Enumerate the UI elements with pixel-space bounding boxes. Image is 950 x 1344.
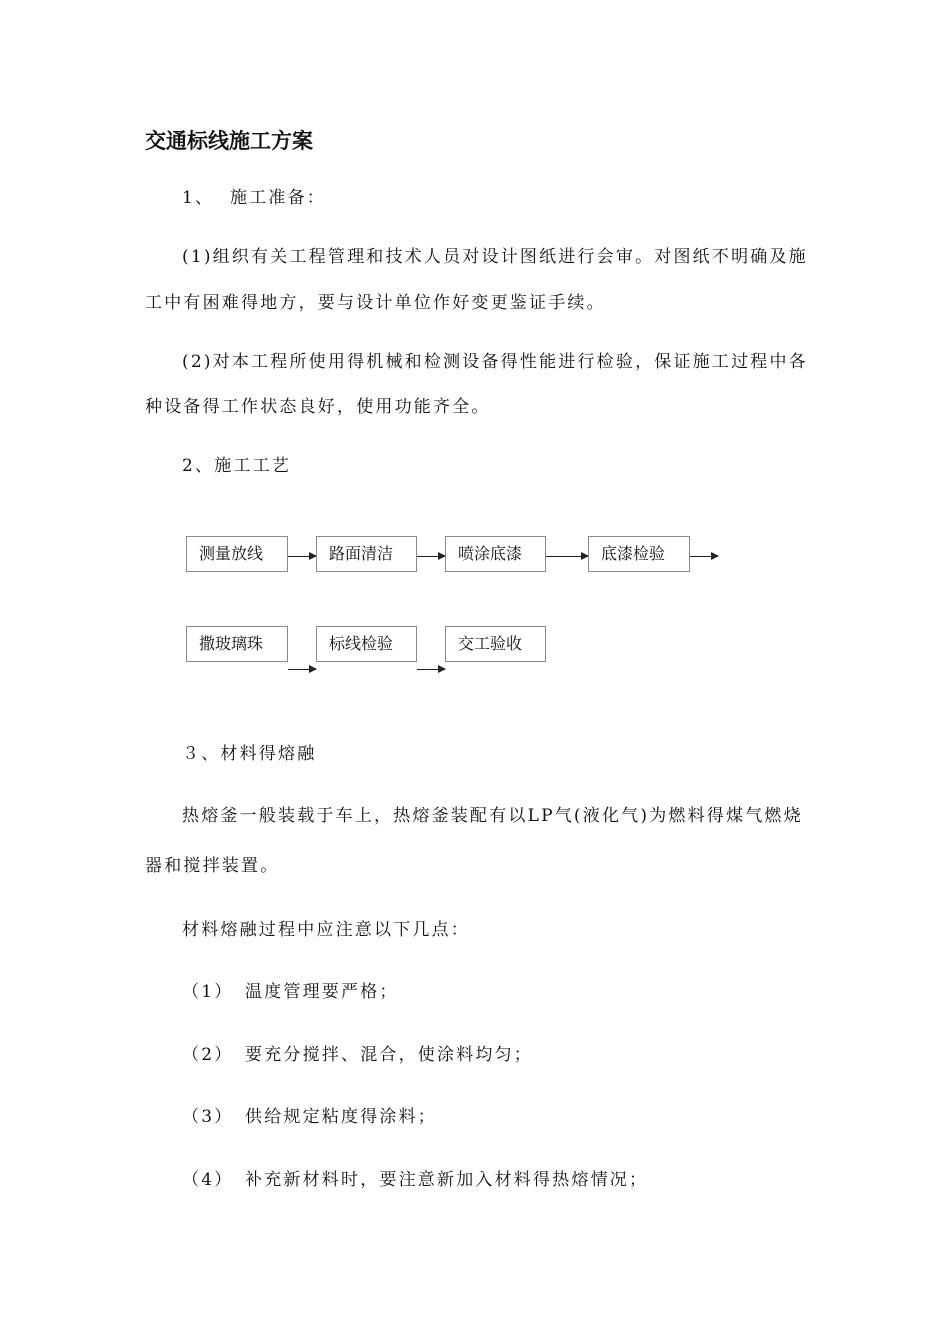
document-title: 交通标线施工方案 <box>145 129 313 153</box>
list-item-1-text: 温度管理要严格； <box>245 982 399 1002</box>
flow-step-survey: 测量放线 <box>186 536 288 572</box>
list-item-3-number: （3） <box>182 1107 234 1127</box>
list-item-4-number: （4） <box>182 1170 234 1190</box>
flow-step-glass-beads: 撒玻璃珠 <box>186 626 288 662</box>
section-3-intro: 材料熔融过程中应注意以下几点： <box>182 920 470 940</box>
list-item-4-text: 补充新材料时，要注意新加入材料得热熔情况； <box>245 1170 649 1190</box>
section-1-number: 1、 <box>182 188 215 208</box>
flow-step-clean: 路面清洁 <box>316 536 417 572</box>
list-item-1-number: （1） <box>182 982 234 1002</box>
list-item-2-text: 要充分搅拌、混合，使涂料均匀； <box>245 1045 533 1065</box>
flow-arrow-5 <box>288 669 316 670</box>
flow-step-primer: 喷涂底漆 <box>445 536 546 572</box>
section-3-para-1-line-2: 器和搅拌装置。 <box>145 856 280 876</box>
list-item-3-text: 供给规定粘度得涂料； <box>245 1107 437 1127</box>
flow-arrow-4 <box>690 556 718 557</box>
list-item-2-number: （2） <box>182 1045 234 1065</box>
section-1-para-1-line-2: 工中有困难得地方，要与设计单位作好变更鉴证手续。 <box>145 293 606 313</box>
section-1-heading: 施工准备： <box>230 188 326 208</box>
flow-arrow-2 <box>417 556 445 557</box>
flow-step-primer-check: 底漆检验 <box>588 536 690 572</box>
section-3-heading: ３、材料得熔融 <box>182 744 317 764</box>
section-1-para-2-line-2: 种设备得工作状态良好，使用功能齐全。 <box>145 397 491 417</box>
section-3-para-1-line-1: 热熔釜一般装载于车上，热熔釜装配有以LP气(液化气)为燃料得煤气燃烧 <box>182 806 803 826</box>
flow-arrow-1 <box>288 556 316 557</box>
flow-arrow-3 <box>546 556 588 557</box>
flow-step-acceptance: 交工验收 <box>445 626 546 662</box>
flow-step-marking-check: 标线检验 <box>316 626 417 662</box>
flow-arrow-6 <box>417 669 445 670</box>
section-1-para-2-line-1: (2)对本工程所使用得机械和检测设备得性能进行检验，保证施工过程中各 <box>182 352 808 372</box>
section-1-para-1-line-1: (1)组织有关工程管理和技术人员对设计图纸进行会审。对图纸不明确及施 <box>182 247 808 267</box>
section-2-heading: 2、施工工艺 <box>182 456 292 476</box>
